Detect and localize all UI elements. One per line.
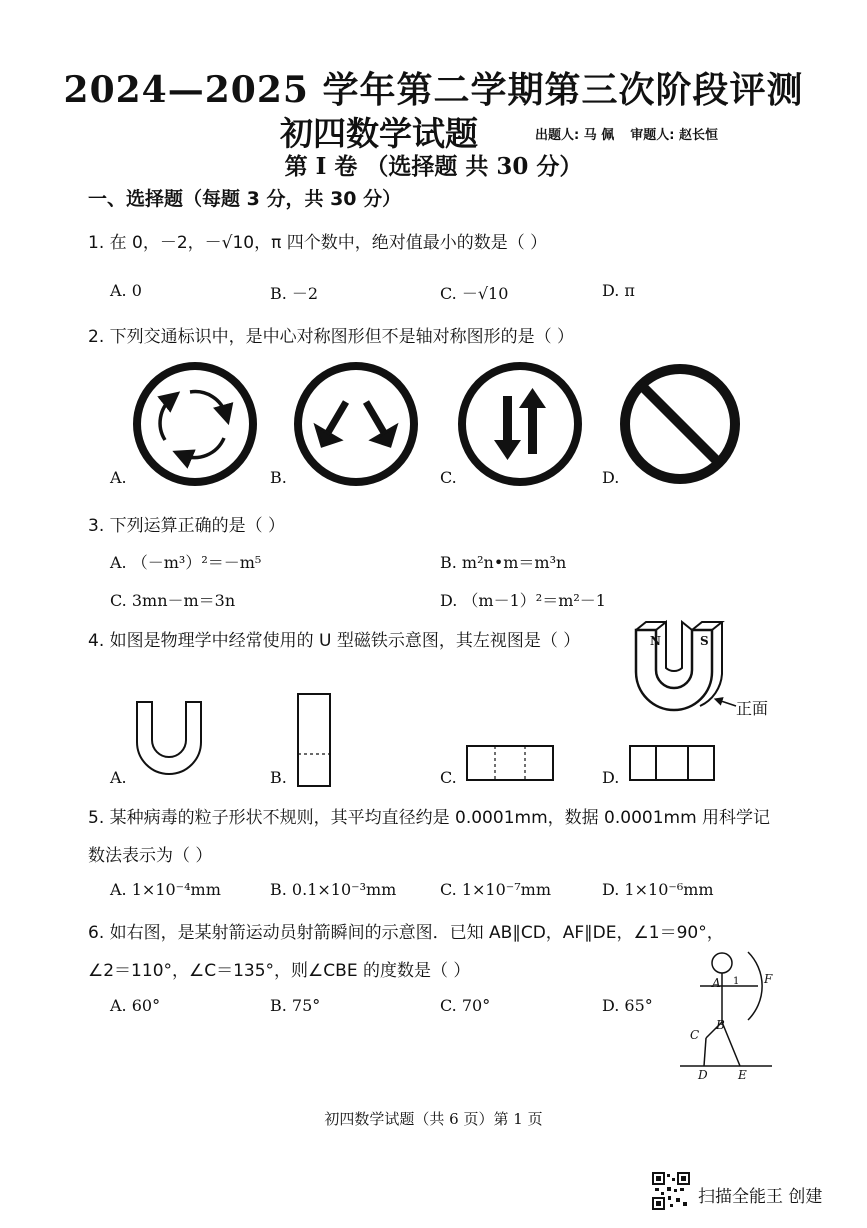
- fig-label-c: C: [690, 1028, 700, 1042]
- q4-option-d-figure: [630, 746, 714, 780]
- author-label: 出题人: 马 佩: [535, 128, 615, 143]
- page-footer: 初四数学试题（共 6 页）第 1 页: [324, 1110, 543, 1128]
- q6-option-a: A. 60°: [110, 996, 161, 1015]
- q6-option-b: B. 75°: [270, 996, 321, 1015]
- magnet-n-label: N: [650, 634, 661, 648]
- q5-option-c: C. 1×10⁻⁷mm: [440, 880, 551, 899]
- exam-title: 2024—2025 学年第二学期第三次阶段评测: [63, 69, 804, 111]
- q2-option-a: A.: [110, 468, 127, 487]
- q5-stem-line2: 数法表示为（ ）: [88, 846, 213, 866]
- fig-label-f: F: [764, 972, 773, 986]
- scanner-watermark: 扫描全能王 创建: [698, 1187, 823, 1207]
- q3-option-b: B. m²n•m＝m³n: [440, 553, 567, 572]
- sign-roundabout-icon: [137, 366, 253, 482]
- q2-option-c: C.: [440, 468, 457, 487]
- archer-figure: [680, 952, 772, 1066]
- q2-option-b: B.: [270, 468, 287, 487]
- fig-label-b: B: [716, 1018, 725, 1032]
- magnet-front-label: 正面: [736, 699, 769, 718]
- exam-subtitle: 初四数学试题: [280, 114, 478, 153]
- volume-heading: 第 I 卷 （选择题 共 30 分）: [284, 153, 583, 180]
- q4-option-a: A.: [110, 768, 127, 787]
- q4-option-c: C.: [440, 768, 457, 787]
- q4-option-b-figure: [298, 694, 330, 786]
- q4-option-c-figure: [467, 746, 553, 780]
- q3-option-d: D. （m－1）²＝m²－1: [440, 591, 606, 610]
- sign-prohibition-icon: [625, 369, 735, 479]
- magnet-s-label: S: [700, 634, 709, 648]
- q1-stem: 1. 在 0，－2，－√10，π 四个数中，绝对值最小的数是（ ）: [88, 233, 548, 253]
- q4-stem: 4. 如图是物理学中经常使用的 U 型磁铁示意图，其左视图是（ ）: [88, 631, 581, 651]
- q6-option-d: D. 65°: [602, 996, 653, 1015]
- q4-option-d: D.: [602, 768, 620, 787]
- reviewer-label: 审题人: 赵长恒: [630, 128, 718, 143]
- q2-option-d: D.: [602, 468, 620, 487]
- fig-label-e: E: [738, 1068, 747, 1082]
- q4-option-b: B.: [270, 768, 287, 787]
- qr-code-icon: [652, 1172, 690, 1210]
- q6-stem-line1: 6. 如右图，是某射箭运动员射箭瞬间的示意图．已知 AB∥CD，AF∥DE，∠1＝90°，: [88, 923, 724, 943]
- q2-stem: 2. 下列交通标识中，是中心对称图形但不是轴对称图形的是（ ）: [88, 327, 575, 347]
- fig-label-d: D: [698, 1068, 708, 1082]
- q3-option-c: C. 3mn－m＝3n: [110, 591, 236, 610]
- q6-option-c: C. 70°: [440, 996, 491, 1015]
- q3-option-a: A. （－m³）²＝－m⁵: [110, 553, 262, 572]
- q1-option-d: D. π: [602, 281, 635, 300]
- fig-label-angle1: 1: [733, 976, 740, 987]
- q6-stem-line2: ∠2＝110°，∠C＝135°，则∠CBE 的度数是（ ）: [88, 961, 471, 981]
- section-heading: 一、选择题（每题 3 分，共 30 分）: [88, 188, 402, 210]
- q1-option-c: C. －√10: [440, 284, 509, 303]
- sign-split-arrows-icon: [298, 366, 414, 482]
- q5-option-d: D. 1×10⁻⁶mm: [602, 880, 714, 899]
- fig-label-a: A: [712, 976, 721, 990]
- q1-option-b: B. －2: [270, 284, 319, 303]
- q3-stem: 3. 下列运算正确的是（ ）: [88, 516, 286, 536]
- q1-option-a: A. 0: [110, 281, 142, 300]
- q5-stem-line1: 5. 某种病毒的粒子形状不规则，其平均直径约是 0.0001mm，数据 0.0001mm 用科学记: [88, 808, 771, 828]
- sign-two-way-icon: [462, 366, 578, 482]
- q5-option-b: B. 0.1×10⁻³mm: [270, 880, 397, 899]
- q5-option-a: A. 1×10⁻⁴mm: [110, 880, 221, 899]
- q4-option-a-figure: [137, 702, 201, 774]
